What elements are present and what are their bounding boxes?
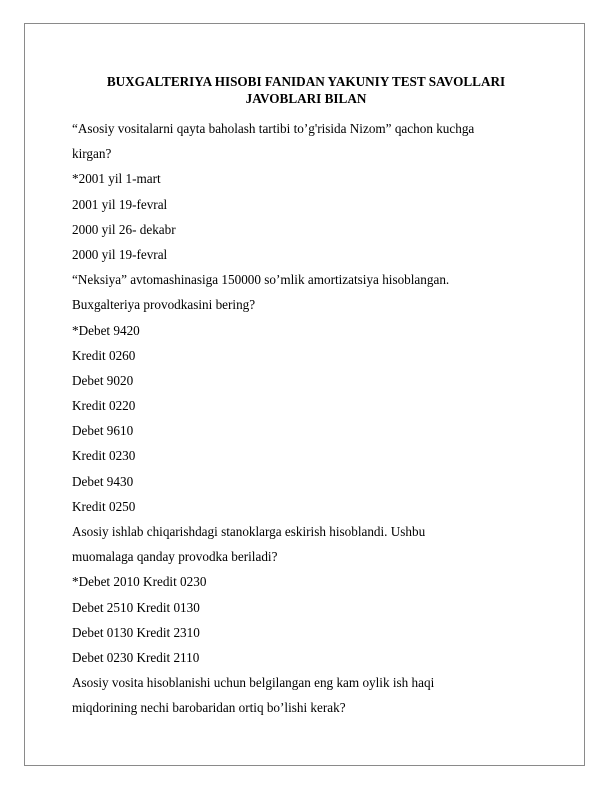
question-list xyxy=(72,116,542,721)
answer-option: 2001 yil 19-fevral xyxy=(72,196,168,212)
answer-option: Kredit 0260 xyxy=(72,347,136,363)
answer-option: Kredit 0250 xyxy=(72,498,136,514)
text-line: miqdorining nechi barobaridan ortiq bo’lishi kerak? xyxy=(72,700,346,716)
answer-option: *Debet 2010 Kredit 0230 xyxy=(72,574,207,590)
answer-option: Debet 0130 Kredit 2310 xyxy=(72,624,200,640)
answer-option: Debet 9430 xyxy=(72,473,134,489)
text-line: kirgan? xyxy=(72,146,112,162)
answer-option: *2001 yil 1-mart xyxy=(72,171,161,187)
answer-option: 2000 yil 19-fevral xyxy=(72,246,168,262)
text-line: “Neksiya” avtomashinasiga 150000 so’mlik amortizatsiya hisoblangan. xyxy=(72,272,450,288)
text-line: Asosiy vosita hisoblanishi uchun belgilangan eng kam oylik ish haqi xyxy=(72,675,435,691)
answer-option: Debet 0230 Kredit 2110 xyxy=(72,649,200,665)
text-line: “Asosiy vositalarni qayta baholash tartibi to’g'risida Nizom” qachon kuchga xyxy=(72,121,475,136)
text-line: Buxgalteriya provodkasini bering? xyxy=(72,297,256,313)
answer-option: Debet 2510 Kredit 0130 xyxy=(72,599,200,615)
document-title: BUXGALTERIYA HISOBI FANIDAN YAKUNIY TEST SAVOLLARI JAVOBLARI BILAN xyxy=(106,74,506,106)
answer-option: 2000 yil 26- dekabr xyxy=(72,221,176,237)
answer-option: Kredit 0220 xyxy=(72,398,136,414)
answer-option: Debet 9020 xyxy=(72,372,134,388)
text-line: Asosiy ishlab chiqarishdagi stanoklarga eskirish hisoblandi. Ushbu xyxy=(72,524,426,539)
answer-option: Debet 9610 xyxy=(72,423,134,439)
answer-option: *Debet 9420 xyxy=(72,322,140,338)
text-line: muomalaga qanday provodka beriladi? xyxy=(72,549,278,565)
answer-option: Kredit 0230 xyxy=(72,448,136,464)
